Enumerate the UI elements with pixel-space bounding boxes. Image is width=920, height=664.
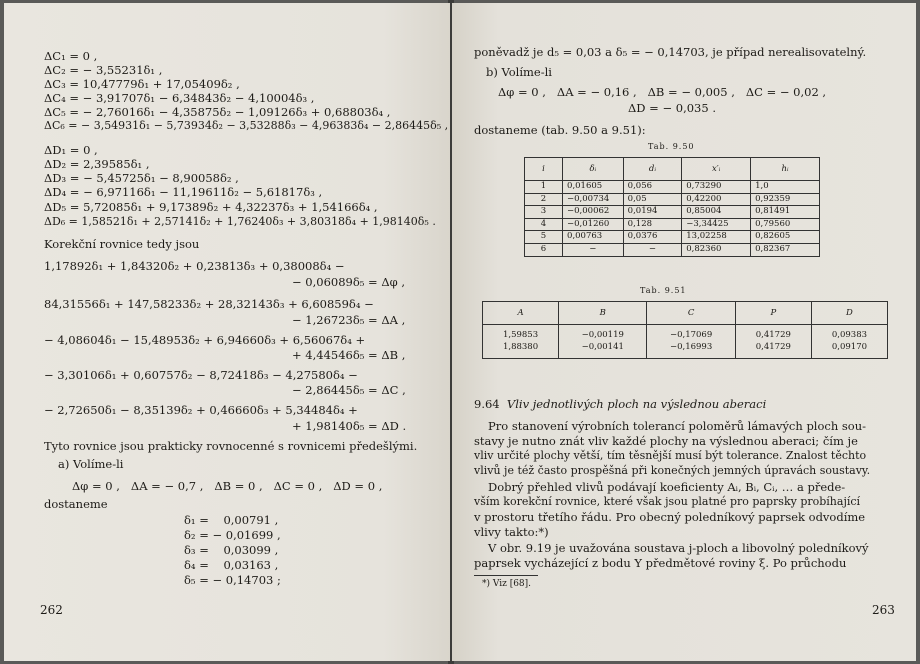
correction-eq-4a: − 3,30106δ₁ + 0,60757δ₂ − 8,72418δ₃ − 4,27580δ₄ − xyxy=(44,368,358,382)
table-cell: 0,09383 xyxy=(811,325,887,342)
input-values-b: Δφ = 0 , ΔA = − 0,16 , ΔB = − 0,005 , ΔC = − 0,02 , xyxy=(498,85,827,99)
table-row xyxy=(483,325,888,342)
text-tyto-rovnice: Tyto rovnice jsou prakticky rovnocenné s rovnicemi předešlými. xyxy=(44,439,418,453)
section-title: Vliv jednotlivých ploch na výslednou aberaci xyxy=(506,397,767,411)
equation-dc6: ΔC₆ = − 3,54931δ₁ − 5,73934δ₂ − 3,53288δ₃ − 4,96383δ₄ − 2,86445δ₅ , xyxy=(44,119,449,132)
table-cell: 1,59853 xyxy=(483,325,559,342)
table-cell: 5 xyxy=(525,231,563,244)
page-number-right: 263 xyxy=(872,603,895,617)
text-a-volime-li: a) Volíme-li xyxy=(58,457,124,471)
body-line: Pro stanovení výrobních tolerancí poloměrů lámavých ploch sou- xyxy=(488,419,867,433)
body-line: vlivů je též často prospěšná při konečných jemných úpravách soustavy. xyxy=(474,464,871,477)
equation-dc2: ΔC₂ = − 3,55231δ₁ , xyxy=(44,63,163,77)
table-cell: − xyxy=(563,243,624,256)
table-cell: 4 xyxy=(525,218,563,231)
table-header-cell: P xyxy=(735,302,811,325)
table-cell: −0,01260 xyxy=(563,218,624,231)
table-cell: 0,82605 xyxy=(751,231,820,244)
table-cell: 0,41729 xyxy=(735,342,811,359)
table-header-cell: hᵢ xyxy=(751,158,820,181)
table-cell: −0,00062 xyxy=(563,206,624,219)
footnote: *) Viz [68]. xyxy=(482,579,532,589)
equation-dc5: ΔC₅ = − 2,76016δ₁ − 4,35875δ₂ − 1,09126δ₃ + 0,68803δ₄ , xyxy=(44,105,391,119)
table-cell: 0,00763 xyxy=(563,231,624,244)
equation-dc1: ΔC₁ = 0 , xyxy=(44,49,98,63)
table-cell: 0,73290 xyxy=(682,181,751,194)
table-row xyxy=(525,231,820,244)
section-number: 9.64 xyxy=(474,397,500,411)
table-cell: 13,02258 xyxy=(682,231,751,244)
page-number-left: 262 xyxy=(40,603,63,617)
table-cell: 0,92359 xyxy=(751,193,820,206)
input-values-a: Δφ = 0 , ΔA = − 0,7 , ΔB = 0 , ΔC = 0 , ΔD = 0 , xyxy=(72,479,383,493)
body-line: vliv určité plochy větší, tím těsnější musí být tolerance. Znalost těchto xyxy=(474,449,867,462)
table-row xyxy=(525,218,820,231)
table-header-cell: A xyxy=(483,302,559,325)
equation-dd5: ΔD₅ = 5,72085δ₁ + 9,17389δ₂ + 4,32237δ₃ + 1,54166δ₄ , xyxy=(44,200,378,214)
text-dostaneme: dostaneme xyxy=(44,497,108,511)
result-delta5: δ₅ = − 0,14703 ; xyxy=(184,573,281,587)
correction-eq-5b: + 1,98140δ₅ = ΔD . xyxy=(292,419,407,433)
table-row xyxy=(483,342,888,359)
table-header-cell: δᵢ xyxy=(563,158,624,181)
equation-dd3: ΔD₃ = − 5,45725δ₁ − 8,90058δ₂ , xyxy=(44,171,239,185)
correction-eq-1b: − 0,06089δ₅ = Δφ , xyxy=(292,275,405,289)
table-header-cell: i xyxy=(525,158,563,181)
equation-dd2: ΔD₂ = 2,39585δ₁ , xyxy=(44,157,150,171)
table-cell: 0,82367 xyxy=(751,243,820,256)
table-header-cell: x′ᵢ xyxy=(682,158,751,181)
table-cell: 0,01605 xyxy=(563,181,624,194)
table-row xyxy=(525,193,820,206)
table-cell: 1 xyxy=(525,181,563,194)
body-line: Dobrý přehled vlivů podávají koeficienty Aᵢ, Bᵢ, Cᵢ, … a přede- xyxy=(488,480,846,494)
table-cell: −0,16993 xyxy=(647,342,735,359)
table-cell: 0,05 xyxy=(623,193,682,206)
correction-eq-3b: + 4,44546δ₅ = ΔB , xyxy=(292,348,406,362)
body-line: vším korekční rovnice, které však jsou platné pro paprsky probíhající xyxy=(474,495,861,508)
table-cell: 0,056 xyxy=(623,181,682,194)
table-cell: 0,82360 xyxy=(682,243,751,256)
text-dostaneme-tab: dostaneme (tab. 9.50 a 9.51): xyxy=(474,123,646,137)
correction-eq-2a: 84,31556δ₁ + 147,58233δ₂ + 28,32143δ₃ + 6,60859δ₄ − xyxy=(44,297,374,311)
equation-dd6: ΔD₆ = 1,58521δ₁ + 2,57141δ₂ + 1,76240δ₃ + 3,80318δ₄ + 1,98140δ₅ . xyxy=(44,215,436,228)
table-row xyxy=(525,206,820,219)
equation-dc3: ΔC₃ = 10,47779δ₁ + 17,05409δ₂ , xyxy=(44,77,240,91)
table-header-cell: D xyxy=(811,302,887,325)
equation-dc4: ΔC₄ = − 3,91707δ₁ − 6,34843δ₂ − 4,10004δ₃ , xyxy=(44,91,315,105)
table-header-cell: dᵢ xyxy=(623,158,682,181)
table-cell: −0,17069 xyxy=(647,325,735,342)
text-b-volime-li: b) Volíme-li xyxy=(486,65,552,79)
left-page xyxy=(4,3,450,661)
result-delta3: δ₃ = 0,03099 , xyxy=(184,543,279,557)
body-line: vlivy takto:*) xyxy=(474,525,549,539)
table-cell: − xyxy=(623,243,682,256)
table-cell: 0,41729 xyxy=(735,325,811,342)
footnote-rule xyxy=(474,575,538,576)
body-line: stavy je nutno znát vliv každé plochy na výslednou aberaci; čím je xyxy=(474,434,858,448)
correction-eq-5a: − 2,72650δ₁ − 8,35139δ₂ + 0,46660δ₃ + 5,34484δ₄ + xyxy=(44,403,358,417)
body-line: paprsek vycházející z bodu Y předmětové roviny ξ. Po průchodu xyxy=(474,556,847,570)
table-cell: 0,42200 xyxy=(682,193,751,206)
correction-eq-4b: − 2,86445δ₅ = ΔC , xyxy=(292,383,406,397)
table-9-50-caption: Tab. 9.50 xyxy=(648,142,695,151)
table-cell: −0,00119 xyxy=(559,325,647,342)
section-heading xyxy=(474,397,766,411)
table-cell: 0,128 xyxy=(623,218,682,231)
table-cell: 0,0194 xyxy=(623,206,682,219)
table-cell: 0,85004 xyxy=(682,206,751,219)
table-cell: 0,79560 xyxy=(751,218,820,231)
table-header-cell: C xyxy=(647,302,735,325)
table-header-row xyxy=(483,302,888,325)
table-row xyxy=(525,243,820,256)
table-cell: 3 xyxy=(525,206,563,219)
table-9-51-caption: Tab. 9.51 xyxy=(640,286,687,295)
table-cell: −0,00734 xyxy=(563,193,624,206)
table-cell: 0,09170 xyxy=(811,342,887,359)
body-line: V obr. 9.19 je uvažována soustava j-ploch a libovolný poledníkový xyxy=(488,541,869,555)
table-cell: 0,0376 xyxy=(623,231,682,244)
right-page xyxy=(452,3,916,661)
table-cell: 1,0 xyxy=(751,181,820,194)
table-cell: 6 xyxy=(525,243,563,256)
table-header-cell: B xyxy=(559,302,647,325)
table-cell: 1,88380 xyxy=(483,342,559,359)
equation-dd4: ΔD₄ = − 6,97116δ₁ − 11,19611δ₂ − 5,61817δ₃ , xyxy=(44,185,323,199)
text-ponevadz: poněvadž je d₅ = 0,03 a δ₅ = − 0,14703, je případ nerealisovatelný. xyxy=(474,45,867,59)
equation-dd1: ΔD₁ = 0 , xyxy=(44,143,98,157)
table-cell: −3,34425 xyxy=(682,218,751,231)
correction-eq-3a: − 4,08604δ₁ − 15,48953δ₂ + 6,94660δ₃ + 6,56067δ₄ + xyxy=(44,333,366,347)
correction-eq-1a: 1,17892δ₁ + 1,84320δ₂ + 0,23813δ₃ + 0,38008δ₄ − xyxy=(44,259,345,273)
result-delta1: δ₁ = 0,00791 , xyxy=(184,513,279,527)
table-cell: 0,81491 xyxy=(751,206,820,219)
correction-eq-2b: − 1,26723δ₅ = ΔA , xyxy=(292,313,406,327)
result-delta4: δ₄ = 0,03163 , xyxy=(184,558,279,572)
input-values-b-dd: ΔD = − 0,035 . xyxy=(628,101,716,115)
table-9-50 xyxy=(524,157,820,257)
table-cell: −0,00141 xyxy=(559,342,647,359)
table-9-51 xyxy=(482,301,888,359)
result-delta2: δ₂ = − 0,01699 , xyxy=(184,528,281,542)
table-cell: 2 xyxy=(525,193,563,206)
table-header-row xyxy=(525,158,820,181)
body-line: v prostoru třetího řádu. Pro obecný poledníkový paprsek odvodíme xyxy=(474,510,866,524)
table-row xyxy=(525,181,820,194)
text-korekcni-rovnice: Korekční rovnice tedy jsou xyxy=(44,237,200,251)
